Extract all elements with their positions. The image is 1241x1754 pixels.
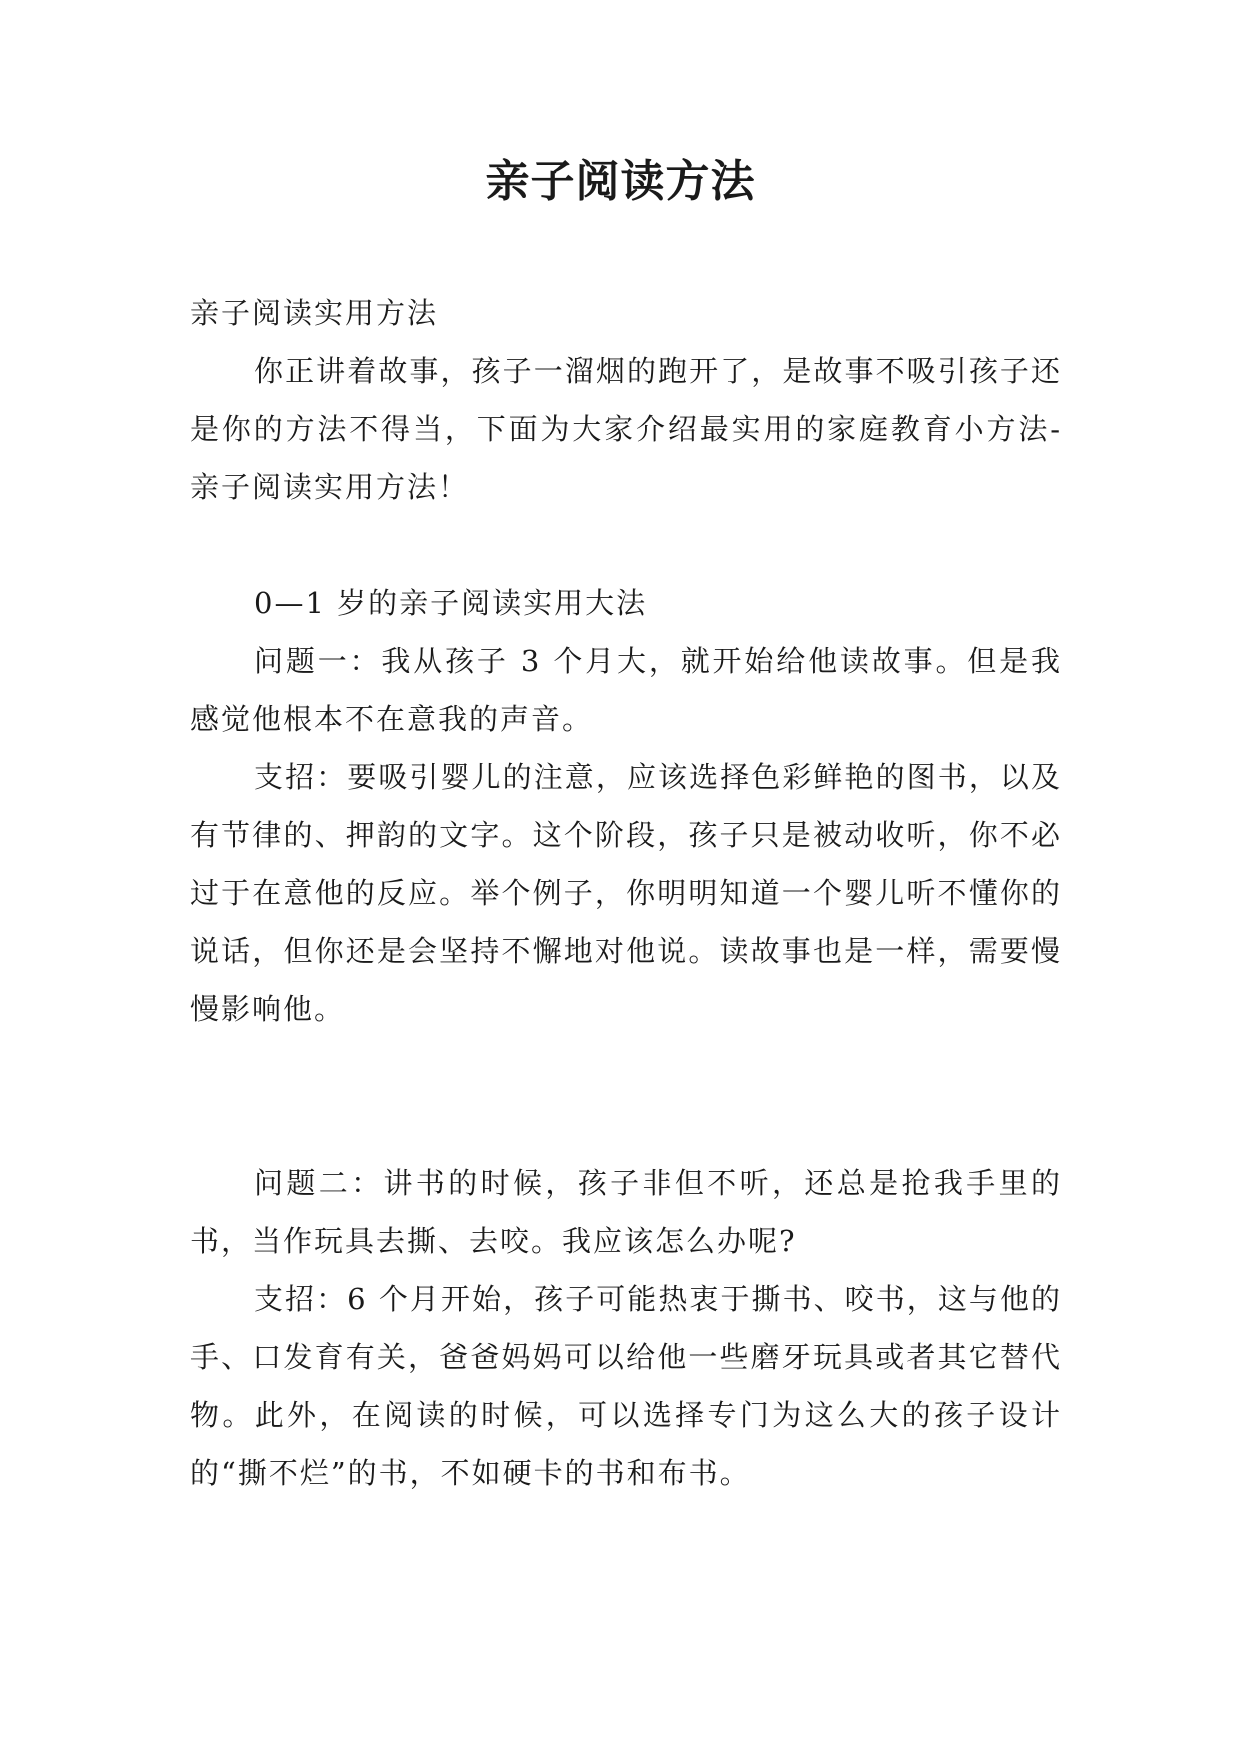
paragraph-spacer [190, 516, 1062, 574]
document-title: 亲子阅读方法 [485, 156, 756, 207]
tip-two-paragraph: 支招：6 个月开始，孩子可能热衷于撕书、咬书，这与他的手、口发育有关，爸爸妈妈可以给他一些磨牙玩具或者其它替代物。此外，在阅读的时候，可以选择专门为这么大的孩子设计的“撕不烂”的书，不如硬卡的书和布书。 [190, 1282, 1062, 1490]
section-heading: 亲子阅读实用方法 [190, 296, 439, 330]
question-two-paragraph: 问题二：讲书的时候，孩子非但不听，还总是抢我手里的书，当作玩具去撕、去咬。我应该怎么办呢? [190, 1166, 1062, 1258]
intro-paragraph: 你正讲着故事，孩子一溜烟的跑开了，是故事不吸引孩子还是你的方法不得当，下面为大家介绍最实用的家庭教育小方法-亲子阅读实用方法！ [190, 354, 1062, 504]
document-body [190, 284, 1062, 1502]
tip-one-paragraph: 支招：要吸引婴儿的注意，应该选择色彩鲜艳的图书，以及有节律的、押韵的文字。这个阶段，孩子只是被动收听，你不必过于在意他的反应。举个例子，你明明知道一个婴儿听不懂你的说话，但你还是会坚持不懈地对他说。读故事也是一样，需要慢慢影响他。 [190, 760, 1062, 1026]
paragraph-spacer [190, 1038, 1062, 1154]
age-section-heading: 0—1 岁的亲子阅读实用大法 [254, 586, 648, 620]
question-one-paragraph: 问题一：我从孩子 3 个月大，就开始给他读故事。但是我感觉他根本不在意我的声音。 [190, 644, 1062, 736]
